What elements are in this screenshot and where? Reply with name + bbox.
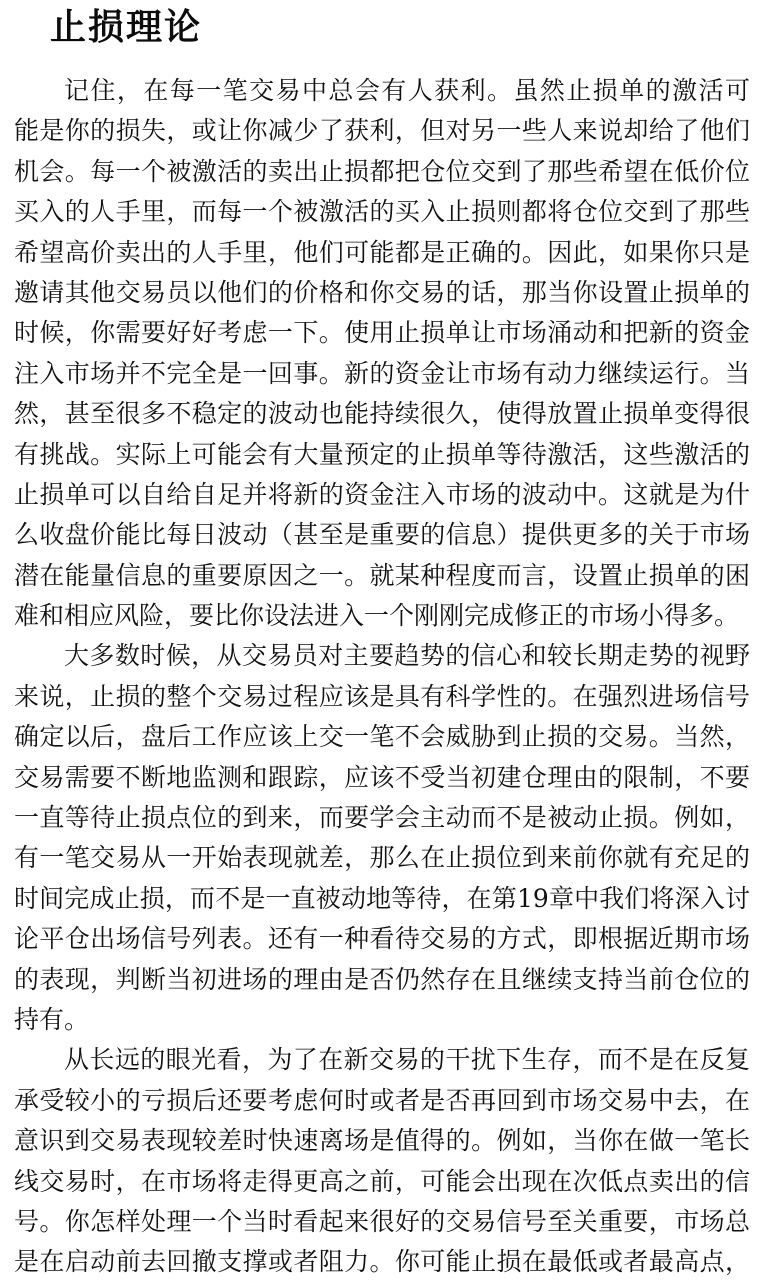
text-line: 能是你的损失，或让你减少了获利，但对另一些人来说却给了他们: [14, 116, 750, 146]
text-line: 来说，止损的整个交易过程应该是具有科学性的。在强烈进场信号: [14, 681, 750, 711]
text-line: 买入的人手里，而每一个被激活的买入止损则都将仓位交到了那些: [14, 197, 750, 227]
paragraph-2: [14, 636, 750, 1040]
text-line: 么收盘价能比每日波动（甚至是重要的信息）提供更多的关于市场: [14, 520, 750, 550]
text-line: 承受较小的亏损后还要考虑何时或者是否再回到市场交易中去，在: [14, 1085, 750, 1115]
text-line: 止损单可以自给自足并将新的资金注入市场的波动中。这就是为什: [14, 479, 750, 509]
text-line: 线交易时，在市场将走得更高之前，可能会出现在次低点卖出的信: [14, 1166, 750, 1196]
text-line: 难和相应风险，要比你设法进入一个刚刚完成修正的市场小得多。: [14, 601, 740, 631]
paragraph-3: [14, 1040, 750, 1282]
text-line: 有挑战。实际上可能会有大量预定的止损单等待激活，这些激活的: [14, 439, 750, 469]
text-line: 记住，在每一笔交易中总会有人获利。虽然止损单的激活可: [64, 76, 750, 105]
body-text: [14, 71, 750, 1283]
text-line: 交易需要不断地监测和跟踪，应该不受当初建仓理由的限制，不要: [14, 762, 750, 792]
text-line: 邀请其他交易员以他们的价格和你交易的话，那当你设置止损单的: [14, 277, 750, 307]
text-line: 时间完成止损，而不是一直被动地等待，在第19章中我们将深入讨: [14, 883, 750, 913]
text-line: 是在启动前去回撤支撑或者阻力。你可能止损在最低或者最高点，: [14, 1247, 750, 1277]
text-line: 潜在能量信息的重要原因之一。就某种程度而言，设置止损单的困: [14, 560, 750, 590]
text-line: 从长远的眼光看，为了在新交易的干扰下生存，而不是在反复: [64, 1045, 750, 1075]
text-line: 有一笔交易从一开始表现就差，那么在止损位到来前你就有充足的: [14, 843, 750, 873]
section-title: 止损理论: [50, 7, 203, 48]
text-line: 时候，你需要好好考虑一下。使用止损单让市场涌动和把新的资金: [14, 318, 750, 348]
text-line: 论平仓出场信号列表。还有一种看待交易的方式，即根据近期市场: [14, 924, 750, 954]
text-line: 意识到交易表现较差时快速离场是值得的。例如，当你在做一笔长: [14, 1126, 750, 1156]
text-line: 机会。每一个被激活的卖出止损都把仓位交到了那些希望在低价位: [14, 156, 750, 186]
text-line: 持有。: [14, 1004, 90, 1034]
text-line: 一直等待止损点位的到来，而要学会主动而不是被动止损。例如，: [14, 803, 750, 833]
text-line: 大多数时候，从交易员对主要趋势的信心和较长期走势的视野: [64, 641, 750, 671]
text-line: 希望高价卖出的人手里，他们可能都是正确的。因此，如果你只是: [14, 237, 750, 267]
paragraph-1: [14, 71, 750, 636]
text-line: 的表现，判断当初进场的理由是否仍然存在且继续支持当前仓位的: [14, 964, 750, 994]
text-line: 然，甚至很多不稳定的波动也能持续很久，使得放置止损单变得很: [14, 399, 750, 429]
text-line: 号。你怎样处理一个当时看起来很好的交易信号至关重要，市场总: [14, 1206, 750, 1236]
text-line: 注入市场并不完全是一回事。新的资金让市场有动力继续运行。当: [14, 358, 750, 388]
text-line: 确定以后，盘后工作应该上交一笔不会威胁到止损的交易。当然，: [14, 722, 750, 752]
